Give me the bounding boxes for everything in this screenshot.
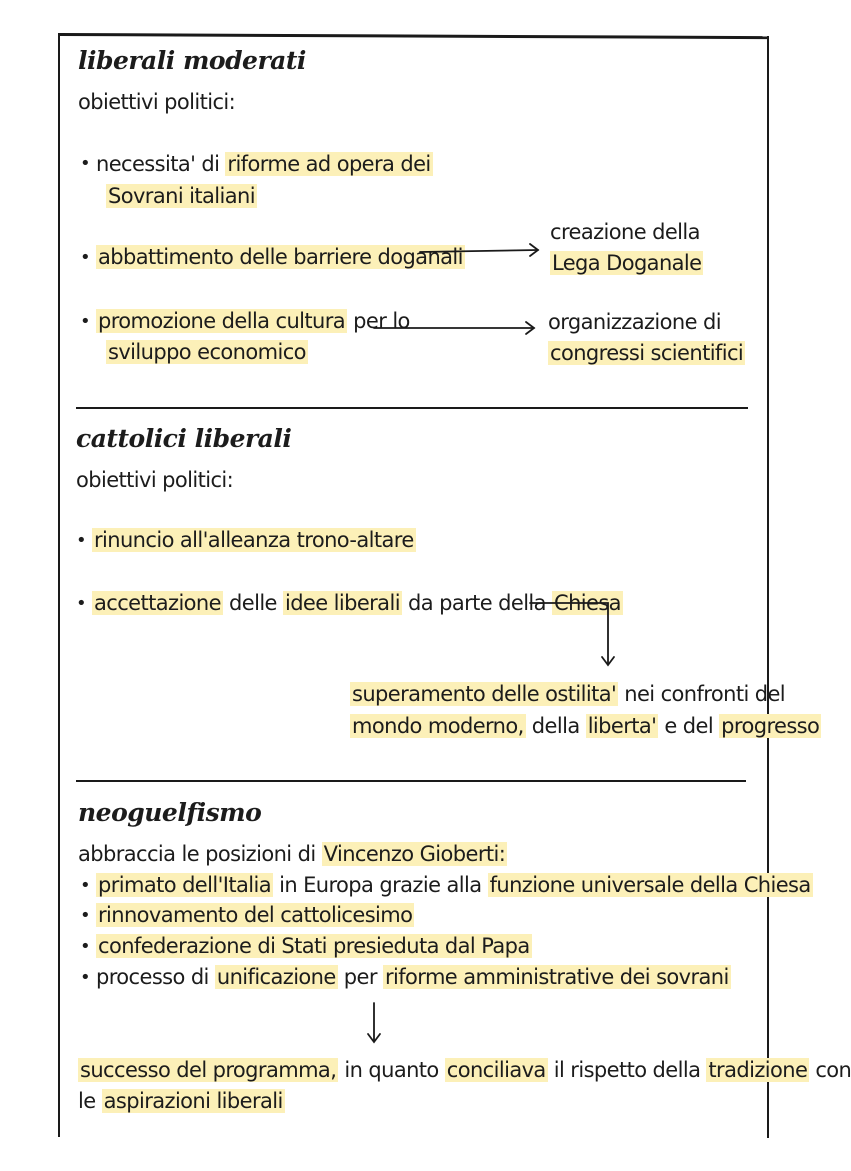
bullet-text: accettazione delle idee liberali da parte della Chiesa — [94, 591, 621, 615]
arrow-down-icon — [368, 1003, 380, 1042]
section-divider — [76, 780, 746, 782]
section-title-cattolici-liberali: cattolici liberali — [76, 424, 292, 453]
bullet-text: rinnovamento del cattolicesimo — [98, 903, 413, 927]
result-text-highlight: congressi scientifici — [550, 341, 744, 365]
intro-text: abbraccia le posizioni di Vincenzo Gioberti: — [78, 842, 506, 866]
result-text: creazione della — [550, 220, 700, 244]
frame-left-border — [58, 33, 60, 1137]
section-subtitle: obiettivi politici: — [76, 468, 234, 492]
bullet-text-continuation: sviluppo economico — [108, 340, 306, 364]
bullet-text-continuation: Sovrani italiani — [108, 184, 255, 208]
bullet-dot: • — [80, 936, 91, 957]
frame-right-border — [767, 36, 769, 1138]
bullet-dot: • — [80, 905, 91, 926]
frame-top-border — [60, 33, 768, 39]
result-text: successo del programma, in quanto conciliava il rispetto della tradizione con — [80, 1058, 851, 1082]
bullet-dot: • — [80, 967, 91, 988]
bullet-dot: • — [80, 875, 91, 896]
bullet-dot: • — [80, 247, 91, 268]
section-title-liberali-moderati: liberali moderati — [78, 46, 306, 75]
bullet-text: rinuncio all'alleanza trono-altare — [94, 528, 414, 552]
section-subtitle: obiettivi politici: — [78, 90, 236, 114]
result-text-highlight: Lega Doganale — [552, 251, 702, 275]
bullet-text: primato dell'Italia in Europa grazie alla funzione universale della Chiesa — [98, 873, 811, 897]
result-text: superamento delle ostilita' nei confronti del — [352, 682, 786, 706]
bullet-dot: • — [80, 311, 91, 332]
section-title-neoguelfismo: neoguelfismo — [78, 798, 262, 827]
section-divider — [76, 407, 748, 409]
result-text: organizzazione di — [548, 310, 721, 334]
bullet-text: confederazione di Stati presieduta dal Papa — [98, 934, 530, 958]
result-text: mondo moderno, della liberta' e del progresso — [352, 714, 820, 738]
bullet-text: processo di unificazione per riforme amministrative dei sovrani — [96, 965, 729, 989]
bullet-text: promozione della cultura per lo — [98, 309, 410, 333]
bullet-dot: • — [76, 530, 87, 551]
bullet-text: necessita' di riforme ad opera dei — [96, 152, 431, 176]
bullet-text: abbattimento delle barriere doganali — [98, 245, 463, 269]
result-text: le aspirazioni liberali — [78, 1089, 283, 1113]
bullet-dot: • — [76, 593, 87, 614]
bullet-dot: • — [80, 153, 91, 174]
